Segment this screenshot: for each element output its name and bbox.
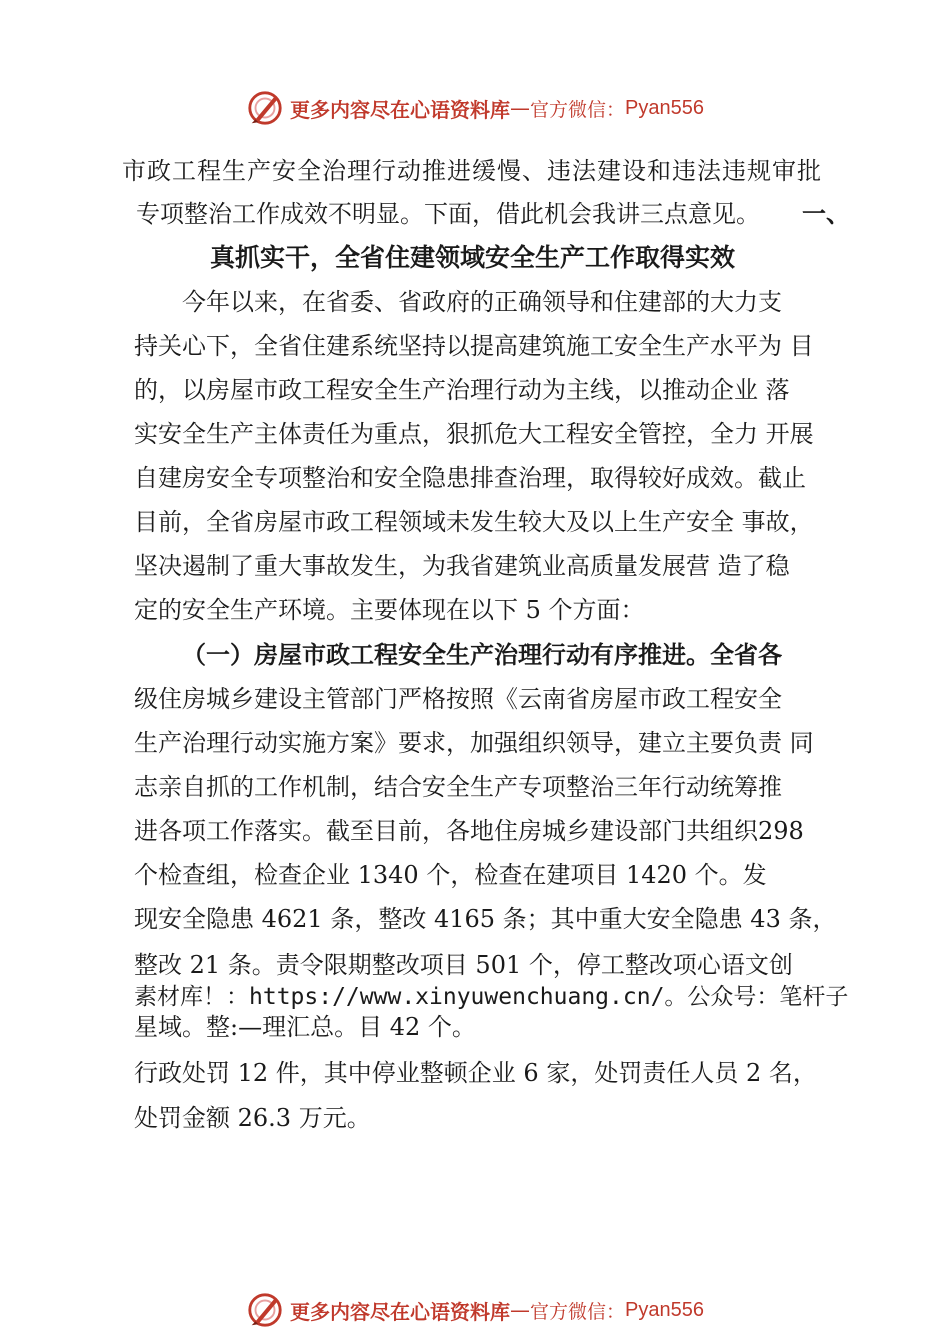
paragraph-line: 处罚金额 26.3 万元。: [134, 1104, 371, 1132]
footer-banner: [0, 1290, 950, 1330]
paragraph-line: 自建房安全专项整治和安全隐患排查治理，取得较好成效。截止: [134, 464, 806, 492]
intro-text: 市政工程生产安全治理行动推进缓慢、违法建设和违法违规审批: [122, 157, 822, 185]
paragraph-line: 坚决遏制了重大事故发生，为我省建筑业高质量发展营 造了稳: [134, 552, 790, 580]
banner-dash: —: [510, 96, 530, 120]
banner-wechat-id: Pyan556: [625, 96, 704, 119]
paragraph-line: 整改 21 条。责令限期整改项目 501 个，停工整改项心语文创: [134, 951, 793, 979]
paragraph-line: 今年以来，在省委、省政府的正确领导和住建部的大力支: [182, 288, 782, 316]
paragraph-line: 志亲自抓的工作机制，结合安全生产专项整治三年行动统筹推: [134, 773, 782, 801]
header-banner: [0, 88, 950, 128]
paragraph-line: 个检查组，检查企业 1340 个，检查在建项目 1420 个。发: [134, 861, 767, 889]
paragraph-line: 实安全生产主体责任为重点，狠抓危大工程安全管控，全力 开展: [134, 420, 814, 448]
section-number: 一、: [802, 199, 850, 228]
paragraph-line: 进各项工作落实。截至目前，各地住房城乡建设部门共组织298: [134, 817, 804, 845]
banner-wechat-label: 官方微信：: [530, 98, 626, 121]
paragraph-line: 生产治理行动实施方案》要求，加强组织领导，建立主要负责 同: [134, 729, 814, 757]
intro-line-2: [136, 199, 850, 229]
banner-main-text: 更多内容尽在心语资料库: [290, 1299, 510, 1324]
banner-dash: —: [510, 1298, 530, 1322]
banner-wechat-id: Pyan556: [625, 1298, 704, 1321]
banner-wechat-label: 官方微信：: [530, 1300, 626, 1323]
paragraph-line: 持关心下，全省住建系统坚持以提高建筑施工安全生产水平为 目: [134, 332, 814, 360]
section-title: 真抓实干，全省住建领域安全生产工作取得实效: [210, 243, 736, 272]
paragraph-line: （一）房屋市政工程安全生产治理行动有序推进。全省各: [182, 640, 782, 669]
paragraph-line: 级住房城乡建设主管部门严格按照《云南省房屋市政工程安全: [134, 685, 782, 713]
paragraph-line: 现安全隐患 4621 条，整改 4165 条；其中重大安全隐患 43 条，: [134, 905, 837, 933]
paragraph-line: 星域。整:—理汇总。目 42 个。: [134, 1013, 476, 1041]
pen-logo-icon: [246, 89, 284, 127]
paragraph-line: 的，以房屋市政工程安全生产治理行动为主线，以推动企业 落: [134, 376, 790, 404]
paragraph-line: 定的安全生产环境。主要体现在以下 5 个方面：: [134, 596, 645, 624]
intro-line-1: [122, 156, 830, 186]
intro-text: 专项整治工作成效不明显。下面，借此机会我讲三点意见。: [136, 200, 760, 228]
paragraph-line: 素材库！：https://www.xinyuwenchuang.cn/。公众号：笔杆子: [134, 984, 849, 1010]
banner-main-text: 更多内容尽在心语资料库: [290, 97, 510, 122]
paragraph-line: 行政处罚 12 件，其中停业整顿企业 6 家，处罚责任人员 2 名，: [134, 1059, 817, 1087]
pen-logo-icon: [246, 1291, 284, 1329]
paragraph-line: 目前，全省房屋市政工程领域未发生较大及以上生产安全 事故，: [134, 508, 814, 536]
